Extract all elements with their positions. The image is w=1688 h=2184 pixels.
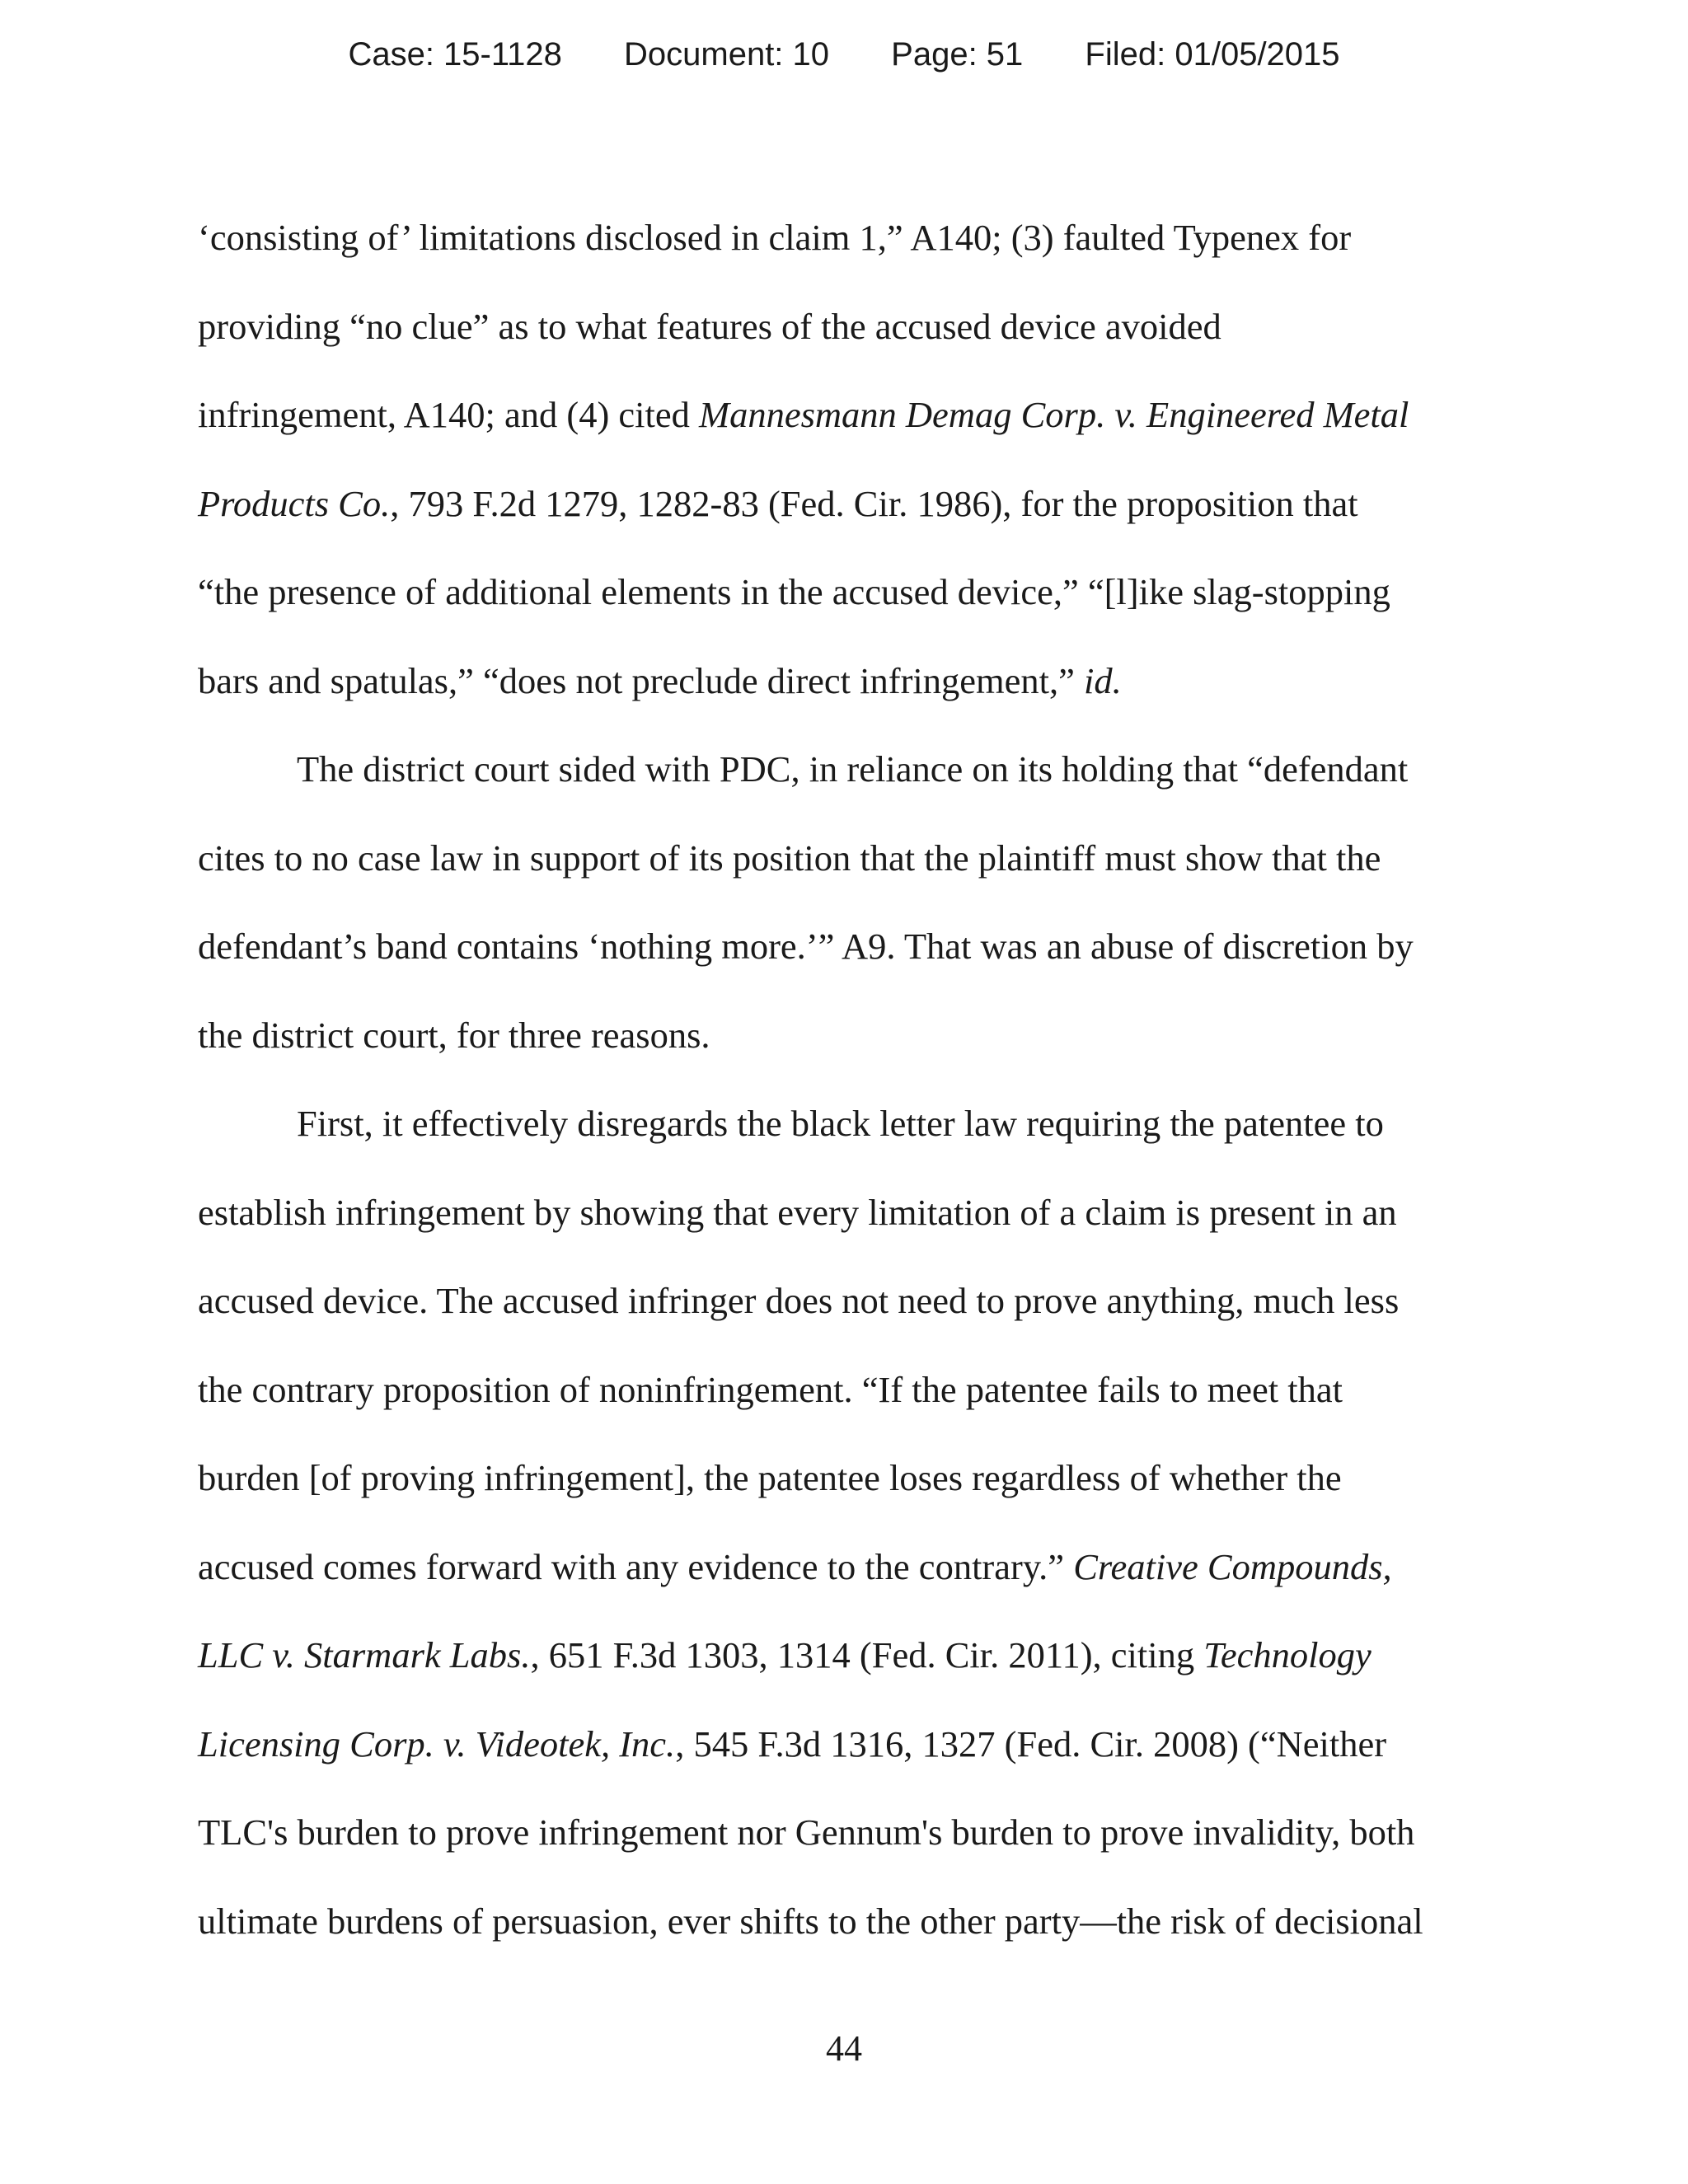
- text-line: the district court, for three reasons.: [198, 1014, 710, 1056]
- case-citation: Products Co.: [198, 482, 391, 524]
- text-line: Products Co., 793 F.2d 1279, 1282-83 (Fed. Cir. 1986), for the proposition that: [198, 482, 1358, 524]
- text-line: the contrary proposition of noninfringement. “If the patentee fails to meet that: [198, 1368, 1343, 1410]
- case-citation: Mannesmann Demag Corp. v. Engineered Metal: [699, 394, 1409, 435]
- text-line: LLC v. Starmark Labs., 651 F.3d 1303, 1314 (Fed. Cir. 2011), citing Technology: [198, 1634, 1372, 1675]
- text-line: ‘consisting of’ limitations disclosed in claim 1,” A140; (3) faulted Typenex for: [198, 217, 1352, 258]
- case-number: Case: 15-1128: [348, 36, 562, 73]
- paragraph-start-line: First, it effectively disregards the black letter law requiring the patentee to: [297, 1103, 1384, 1144]
- page-header: [0, 36, 1688, 73]
- document-number: Document: 10: [624, 36, 830, 73]
- brief-body: [198, 194, 1500, 1966]
- text-line: providing “no clue” as to what features of the accused device avoided: [198, 305, 1221, 347]
- page-number: 44: [826, 2028, 862, 2069]
- filing-page-number: Page: 51: [891, 36, 1024, 73]
- text-line: Licensing Corp. v. Videotek, Inc., 545 F.3d 1316, 1327 (Fed. Cir. 2008) (“Neither: [198, 1722, 1387, 1765]
- case-citation: Creative Compounds,: [1073, 1545, 1392, 1587]
- text-line: accused device. The accused infringer does not need to prove anything, much less: [198, 1280, 1400, 1321]
- text-line: ultimate burdens of persuasion, ever shifts to the other party—the risk of decisional: [198, 1900, 1423, 1942]
- paragraph-start-line: The district court sided with PDC, in reliance on its holding that “defendant: [297, 748, 1409, 790]
- case-citation: LLC v. Starmark Labs.: [198, 1634, 531, 1675]
- text-line: infringement, A140; and (4) cited Mannesmann Demag Corp. v. Engineered Metal: [198, 394, 1409, 435]
- text-line: defendant’s band contains ‘nothing more.’” A9. That was an abuse of discretion by: [198, 926, 1414, 967]
- case-citation: Licensing Corp. v. Videotek, Inc.: [198, 1722, 676, 1765]
- text-line: burden [of proving infringement], the patentee loses regardless of whether the: [198, 1457, 1342, 1498]
- text-line: bars and spatulas,” “does not preclude direct infringement,” id.: [198, 659, 1122, 701]
- text-line: “the presence of additional elements in the accused device,” “[l]ike slag-stopping: [198, 571, 1390, 612]
- case-citation: Technology: [1203, 1634, 1372, 1675]
- text-line: cites to no case law in support of its position that the plaintiff must show that the: [198, 837, 1381, 879]
- filed-date: Filed: 01/05/2015: [1085, 36, 1340, 73]
- text-line: TLC's burden to prove infringement nor Gennum's burden to prove invalidity, both: [198, 1811, 1415, 1853]
- text-line: accused comes forward with any evidence to the contrary.” Creative Compounds,: [198, 1545, 1392, 1587]
- text-line: establish infringement by showing that every limitation of a claim is present in an: [198, 1191, 1397, 1233]
- id-citation: id.: [1084, 659, 1122, 701]
